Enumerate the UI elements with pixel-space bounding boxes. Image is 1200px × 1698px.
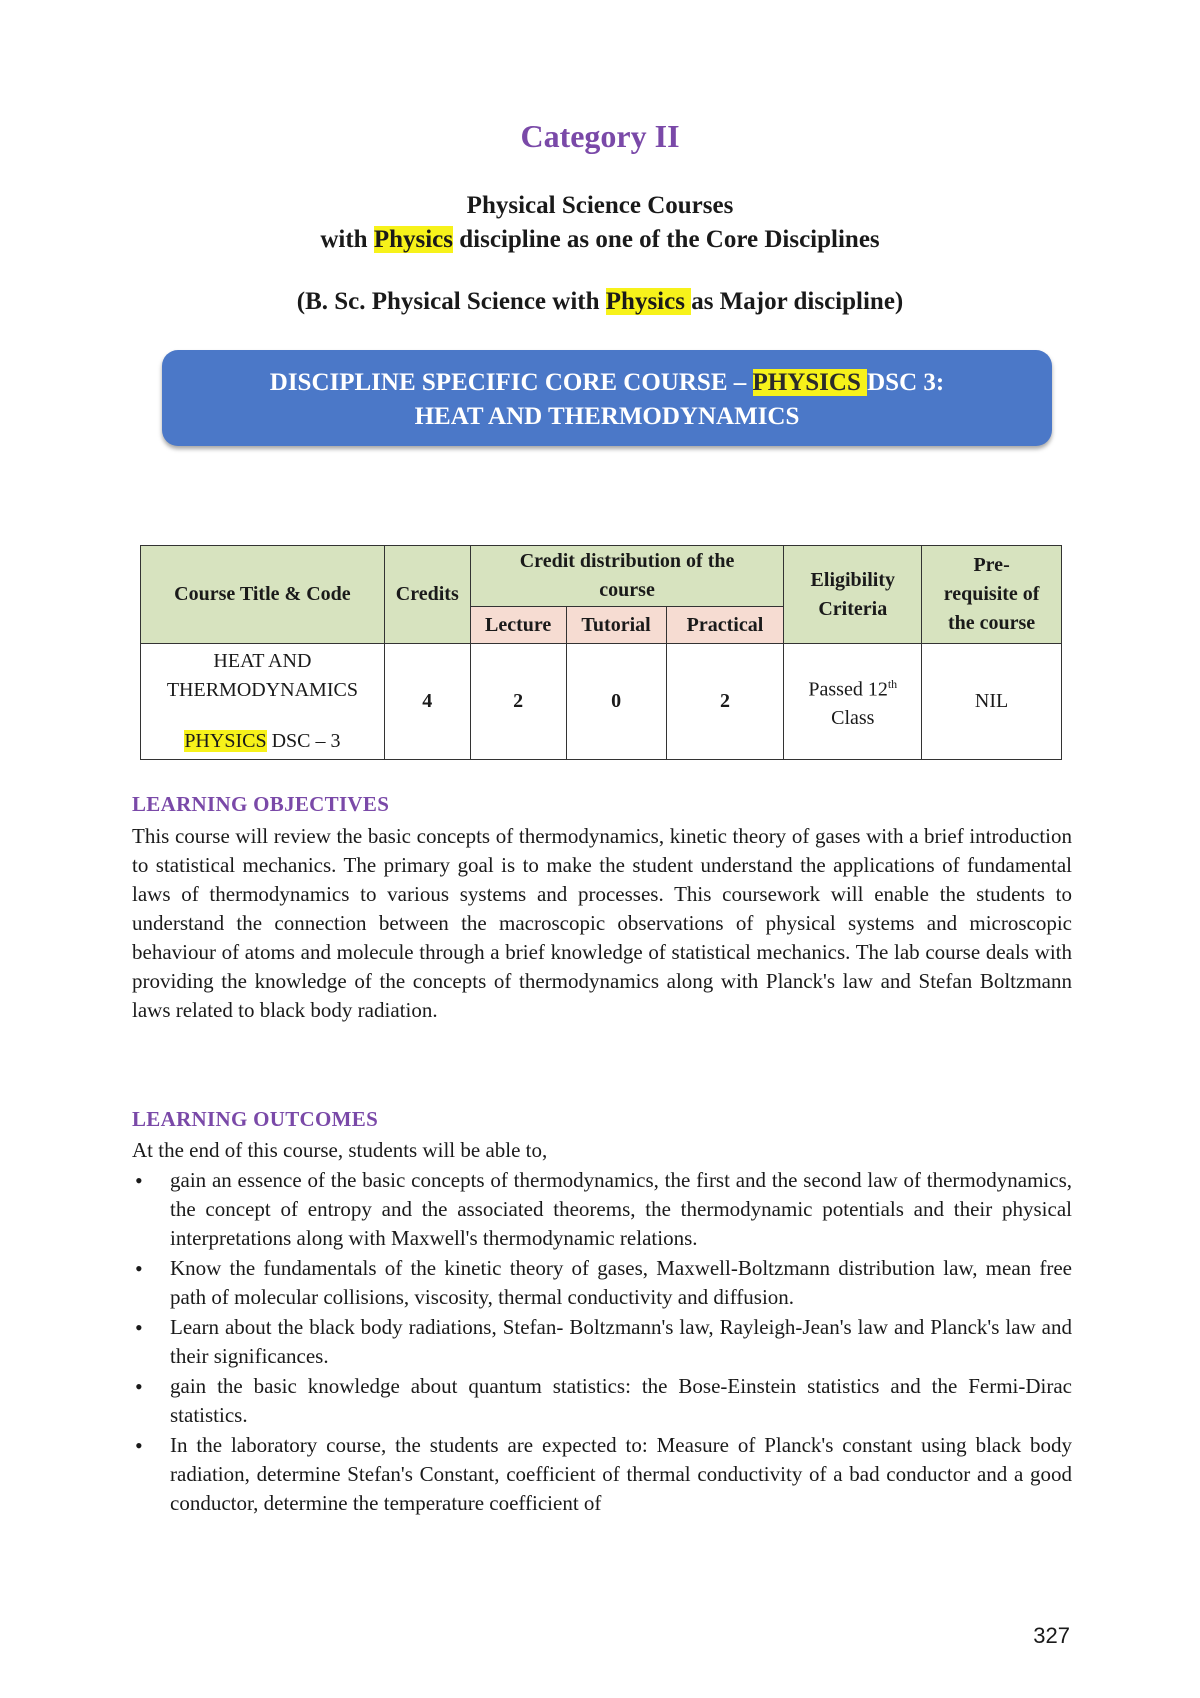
learning-objectives-text: This course will review the basic concepts of thermodynamics, kinetic theory of gases with a brief introduction to statistical mechanics. The primary goal is to make the student understand the applications of fundamental laws of thermodynamics to various systems and processes. This coursework will enable the students to understand the connection between the macroscopic observations of physical systems and microscopic behaviour of atoms and molecule through a brief knowledge of statistical mechanics. The lab course deals with providing the knowledge of the concepts of thermodynamics along with Planck's law and Stefan Boltzmann laws related to black body radiation. <box>132 824 1072 1022</box>
learning-outcomes-list <box>132 1166 1072 1519</box>
banner-line-1 <box>162 366 1052 400</box>
list-item: • gain an essence of the basic concepts of thermodynamics, the first and the second law of thermodynamics, the concept of entropy and the associated theorems, the thermodynamic potentials and their physical interpretations along with Maxwell's thermodynamic relations. <box>132 1166 1072 1253</box>
learning-outcomes-intro: At the end of this course, students will be able to, <box>132 1138 548 1162</box>
eligibility-superscript: th <box>887 676 898 691</box>
learning-objectives-heading: LEARNING OBJECTIVES <box>132 792 390 816</box>
subtitle-line-3-highlight: Physics <box>605 288 692 315</box>
subtitle-line-2-pre: with <box>320 226 374 253</box>
cell-credits: 4 <box>384 644 470 760</box>
banner-line-1-post: DSC 3: <box>867 369 945 396</box>
header-credit-distribution <box>470 546 784 607</box>
header-course-title: Course Title & Code <box>141 546 385 644</box>
list-item: • In the laboratory course, the students are expected to: Measure of Planck's constant using black body radiation, determine Stefan's Constant, coefficient of thermal conductivity of a bad conductor and a good conductor, determine the temperature coefficient of <box>132 1431 1072 1518</box>
header-eligibility-line-1: Eligibility <box>810 568 896 591</box>
subtitle-line-3-pre: (B. Sc. Physical Science with <box>296 288 606 315</box>
header-practical: Practical <box>666 607 784 644</box>
list-item: • gain the basic knowledge about quantum statistics: the Bose-Einstein statistics and the Fermi-Dirac statistics. <box>132 1372 1072 1430</box>
cell-practical: 2 <box>666 644 784 760</box>
course-name-line-2: THERMODYNAMICS <box>166 679 358 701</box>
subtitle-line-2 <box>0 226 1200 254</box>
subtitle-line-2-post: discipline as one of the Core Disciplines <box>453 226 880 253</box>
banner-line-2: HEAT AND THERMODYNAMICS <box>414 403 800 430</box>
category-title: Category II <box>520 118 680 154</box>
subtitle-line-3-post: as Major discipline) <box>691 288 904 315</box>
header-credits: Credits <box>384 546 470 644</box>
course-code <box>141 727 384 756</box>
header-eligibility-line-2: Criteria <box>818 597 888 620</box>
cell-prerequisite: NIL <box>922 644 1062 760</box>
banner-line-1-highlight: PHYSICS <box>752 369 868 396</box>
subtitle-line-2-highlight: Physics <box>373 226 454 253</box>
list-item: • Know the fundamentals of the kinetic theory of gases, Maxwell-Boltzmann distribution law, mean free path of molecular collisions, viscosity, thermal conductivity and diffusion. <box>132 1254 1072 1312</box>
header-lecture: Lecture <box>470 607 566 644</box>
cell-lecture: 2 <box>470 644 566 760</box>
subtitle-line-1: Physical Science Courses <box>466 192 734 219</box>
list-item: • Learn about the black body radiations, Stefan- Boltzmann's law, Rayleigh-Jean's law and Planck's law and their significances. <box>132 1313 1072 1371</box>
header-credit-distribution-line-2: course <box>599 579 655 601</box>
course-banner <box>162 350 1052 446</box>
header-prerequisite-line-3: the course <box>947 612 1036 634</box>
course-code-rest: DSC – 3 <box>266 730 341 752</box>
learning-outcomes-heading: LEARNING OUTCOMES <box>132 1107 379 1131</box>
cell-eligibility <box>784 644 922 760</box>
page-number: 327 <box>1033 1623 1070 1648</box>
header-eligibility <box>784 546 922 644</box>
eligibility-text-2: Class <box>831 707 875 730</box>
banner-line-1-pre: DISCIPLINE SPECIFIC CORE COURSE – <box>269 369 753 396</box>
header-tutorial: Tutorial <box>566 607 666 644</box>
course-name-line-1: HEAT AND <box>213 650 312 672</box>
subtitle-line-3 <box>0 288 1200 316</box>
header-prerequisite-line-2: requisite of <box>943 583 1040 605</box>
cell-course-name <box>141 644 385 760</box>
eligibility-text: Passed 12 <box>808 678 888 701</box>
cell-tutorial: 0 <box>566 644 666 760</box>
header-prerequisite <box>922 546 1062 644</box>
course-code-highlight: PHYSICS <box>184 730 267 752</box>
header-prerequisite-line-1: Pre- <box>973 554 1010 576</box>
course-details-table <box>140 545 1062 760</box>
header-credit-distribution-line-1: Credit distribution of the <box>519 550 735 572</box>
